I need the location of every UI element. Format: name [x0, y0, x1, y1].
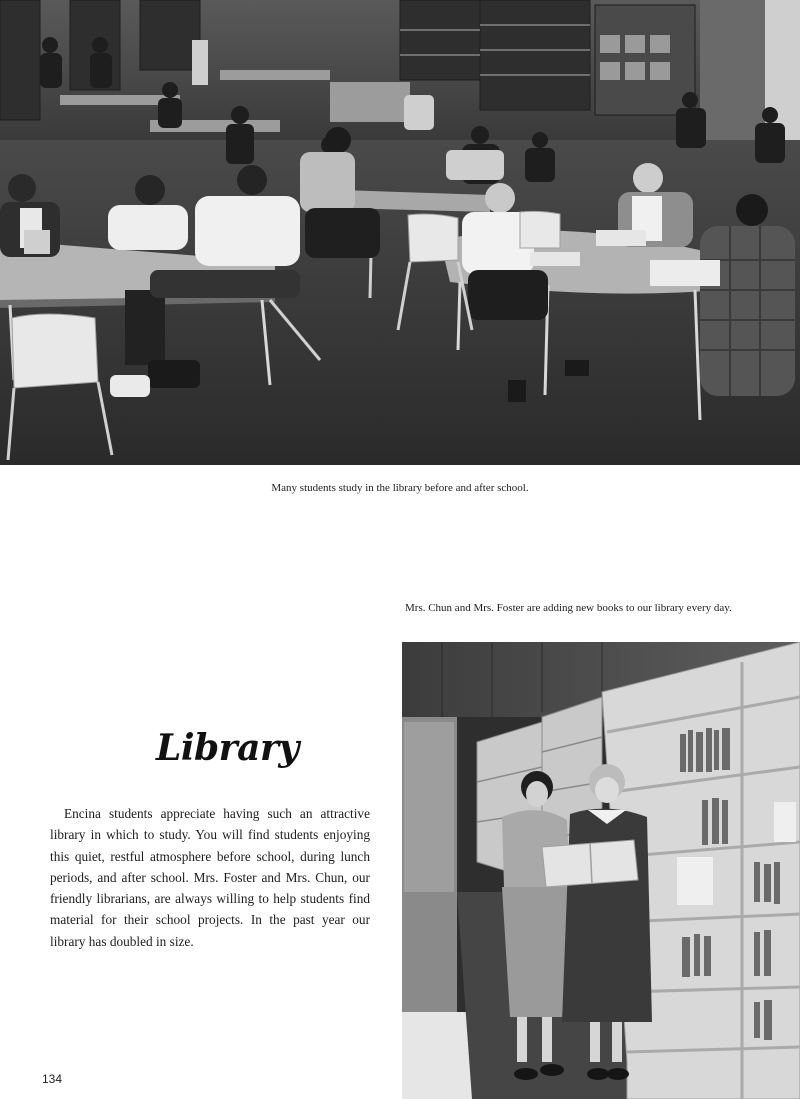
librarians-photo — [402, 642, 800, 1099]
library-study-illustration — [0, 0, 800, 465]
top-photo-caption: Many students study in the library before and after school. — [271, 482, 529, 494]
page-number: 134 — [42, 1072, 63, 1086]
page-title: Library — [156, 727, 299, 769]
body-paragraph: Encina students appreciate having such an attractive library in which to study. You will find students enjoying this quiet, restful atmosphere before school, during lunch periods, and after school. Mrs. Foster and Mrs. Chun, our friendly librarians, are always willing to help students find material for their school projects. In the past year our library has doubled in size. — [50, 806, 370, 949]
bottom-photo-caption: Mrs. Chun and Mrs. Foster are adding new books to our library every day. — [405, 602, 732, 614]
librarians-illustration — [402, 642, 800, 1099]
library-study-photo — [0, 0, 800, 465]
